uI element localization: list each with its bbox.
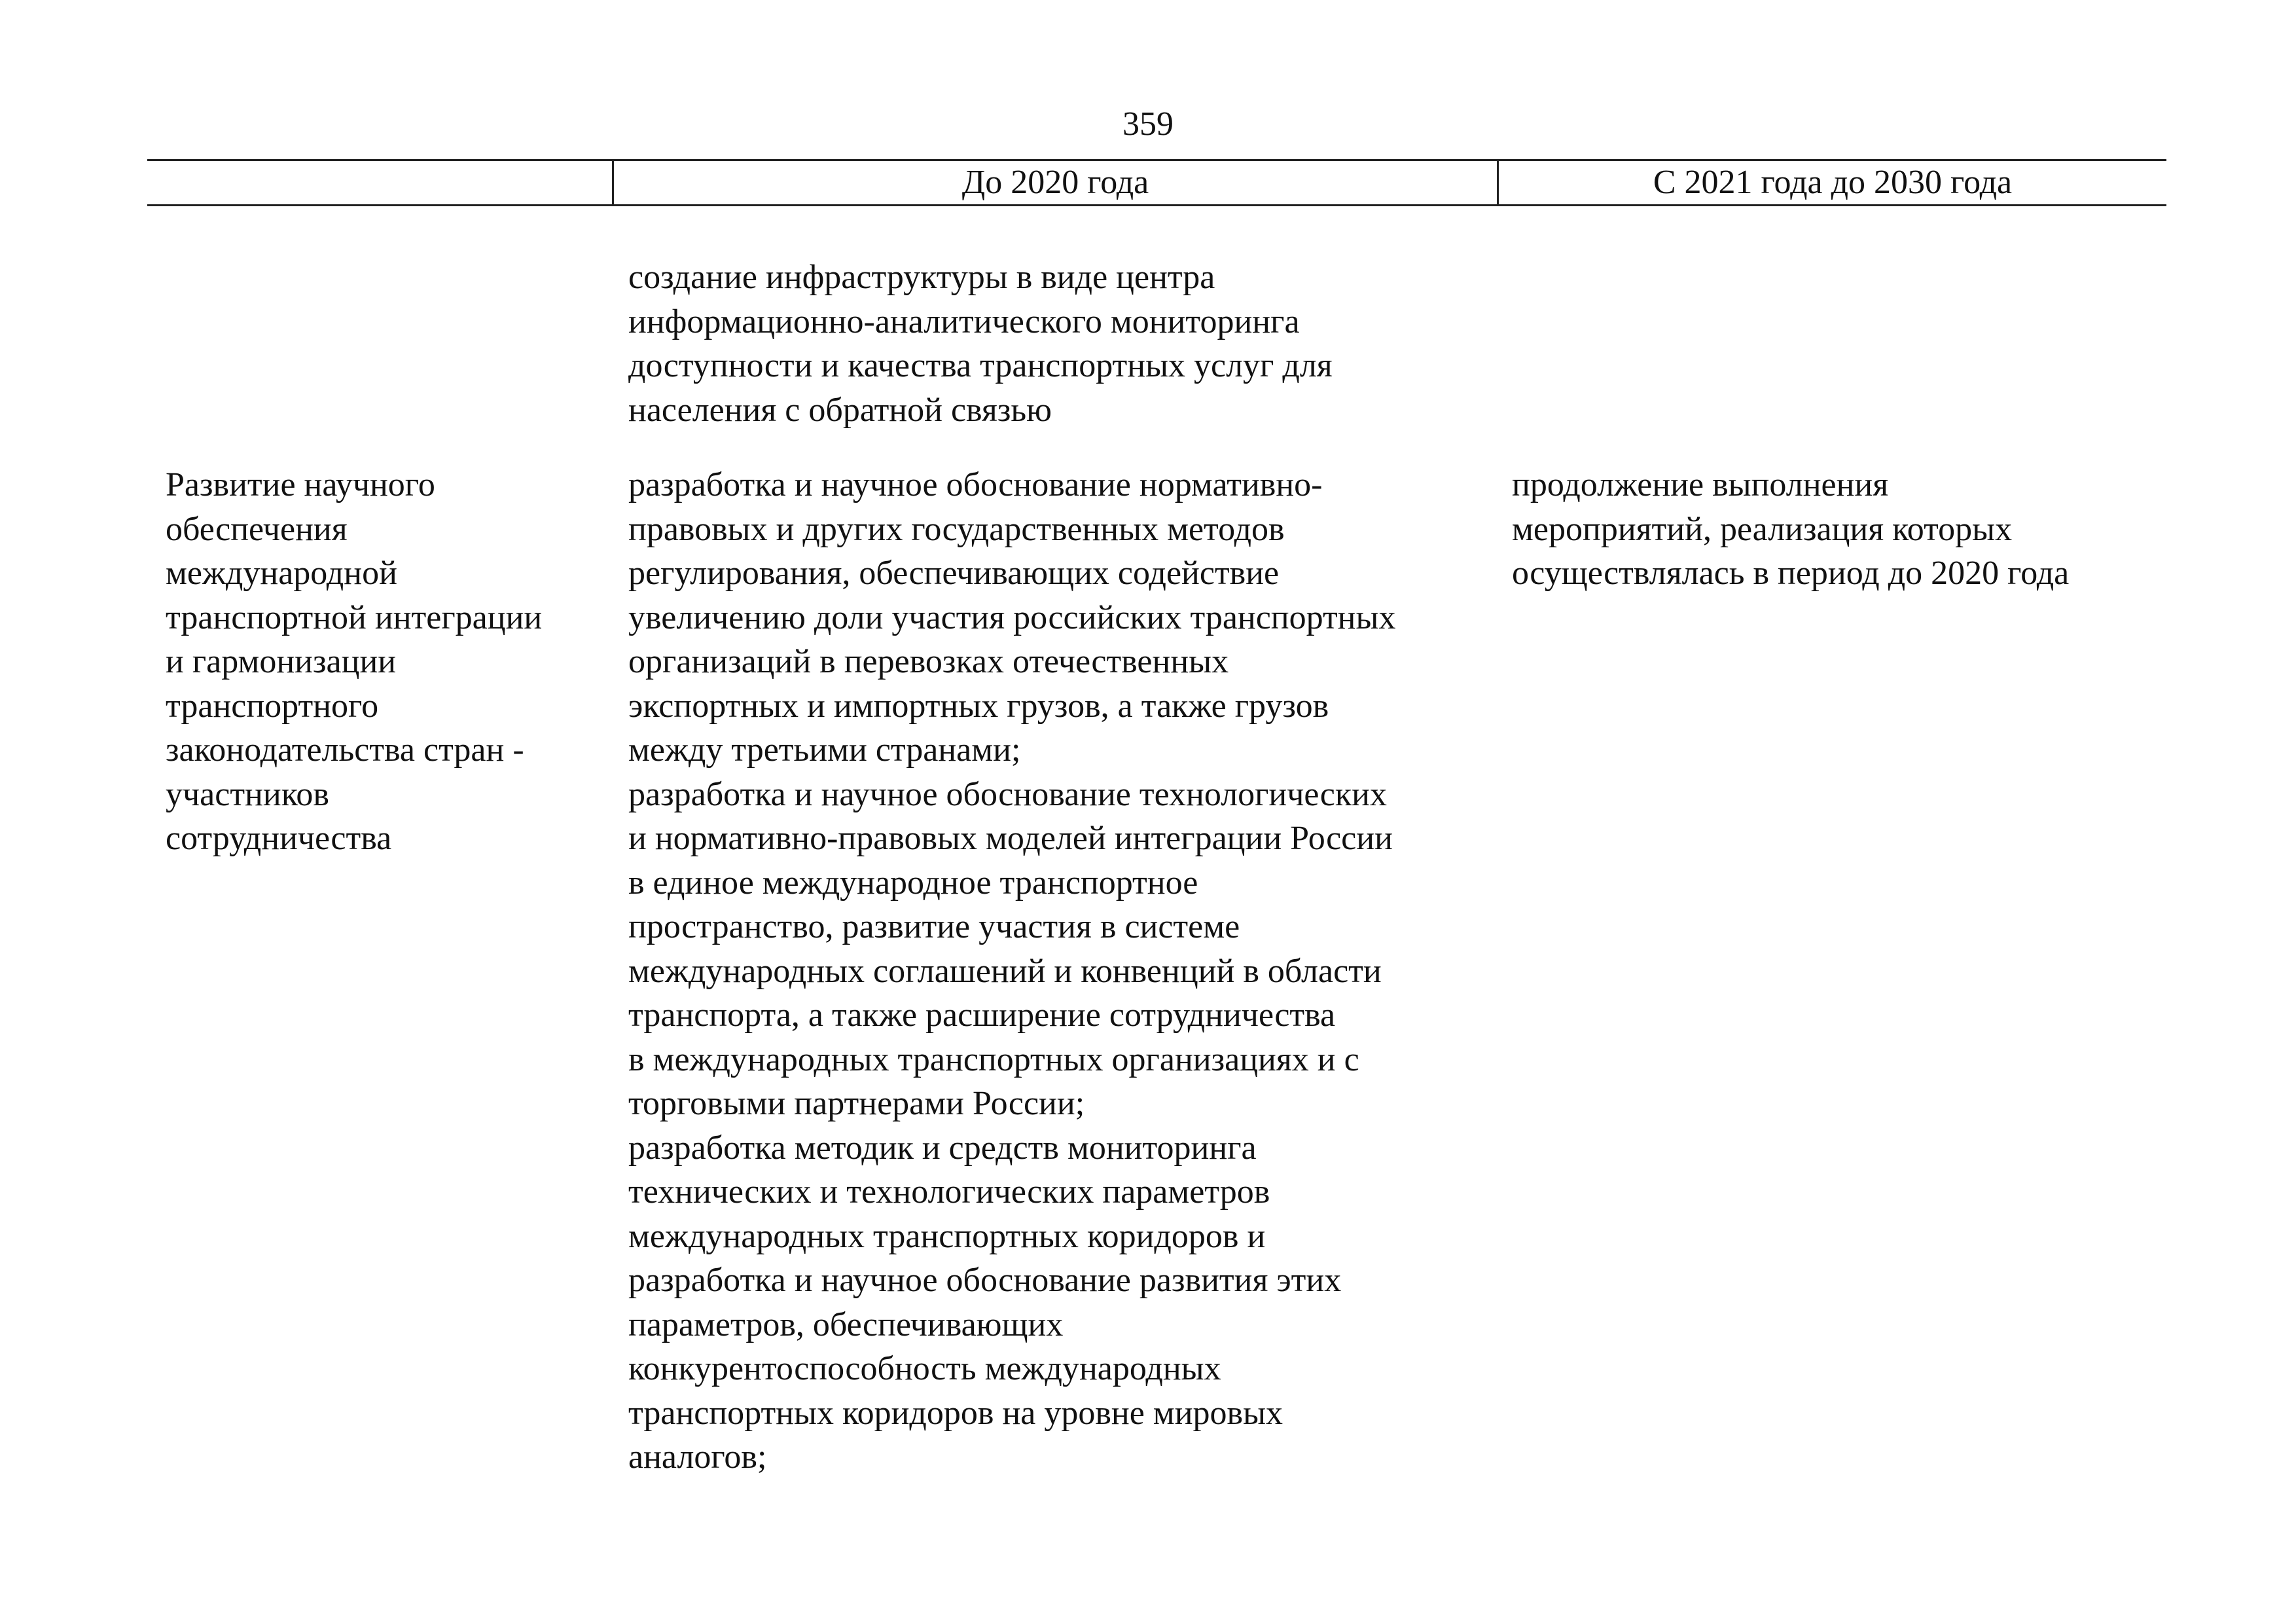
text-line: информационно-аналитического мониторинга (628, 302, 1300, 340)
text-line: международной (166, 555, 397, 592)
text-line: торговыми партнерами России; (628, 1085, 1085, 1122)
text-line: международных соглашений и конвенций в области (628, 952, 1382, 990)
text-line: доступности и качества транспортных услуг для (628, 347, 1333, 384)
text-line: участников (166, 775, 329, 813)
text-line: сотрудничества (166, 820, 392, 857)
text-line: создание инфраструктуры в виде центра (628, 259, 1215, 296)
text-line: разработка и научное обоснование нормативно- (628, 466, 1323, 503)
text-line: продолжение выполнения (1512, 466, 1889, 503)
text-line: экспортных и импортных грузов, а также грузов (628, 687, 1329, 725)
text-line: между третьими странами; (628, 731, 1021, 769)
text-line: пространство, развитие участия в системе (628, 908, 1240, 945)
text-line: обеспечения (166, 510, 348, 548)
intro-row-until-2020-cell (628, 255, 1333, 432)
text-line: регулирования, обеспечивающих содействие (628, 555, 1280, 592)
science-row-until-2020-cell (628, 463, 1395, 1480)
header-cell-2021-2030: С 2021 года до 2030 года (1653, 164, 2013, 201)
text-line: организаций в перевозках отечественных (628, 643, 1229, 680)
text-line: мероприятий, реализация которых (1512, 510, 2013, 548)
text-line: транспортного (166, 687, 379, 725)
text-line: Развитие научного (166, 466, 435, 503)
text-line: разработка методик и средств мониторинга (628, 1129, 1257, 1167)
text-line: в единое международное транспортное (628, 864, 1198, 902)
text-line: международных транспортных коридоров и (628, 1217, 1266, 1255)
text-line: разработка и научное обоснование технологических (628, 775, 1387, 813)
header-cell-topic (147, 161, 614, 204)
table-header (147, 159, 2166, 206)
text-line: увеличению доли участия российских транспортных (628, 598, 1396, 636)
text-line: правовых и других государственных методов (628, 510, 1285, 548)
text-line: транспортных коридоров на уровне мировых (628, 1394, 1283, 1432)
science-row-2021-2030-cell (1512, 463, 2069, 596)
text-line: аналогов; (628, 1438, 767, 1476)
text-line: транспортной интеграции (166, 598, 543, 636)
text-line: разработка и научное обоснование развития этих (628, 1262, 1342, 1299)
text-line: и гармонизации (166, 643, 397, 680)
text-line: осуществлялась в период до 2020 года (1512, 555, 2070, 592)
text-line: параметров, обеспечивающих (628, 1305, 1064, 1343)
text-line: и нормативно-правовых моделей интеграции России (628, 820, 1393, 857)
header-cell-until-2020: До 2020 года (614, 161, 1499, 204)
text-line: населения с обратной связью (628, 391, 1052, 429)
text-line: конкурентоспособность международных (628, 1350, 1221, 1387)
text-line: транспорта, а также расширение сотрудничества (628, 996, 1336, 1034)
text-line: законодательства стран - (166, 731, 524, 769)
science-row-topic-cell (166, 463, 542, 861)
text-line: технических и технологических параметров (628, 1173, 1270, 1211)
text-line: в международных транспортных организациях и с (628, 1040, 1359, 1078)
page-number: 359 (1122, 105, 1174, 143)
